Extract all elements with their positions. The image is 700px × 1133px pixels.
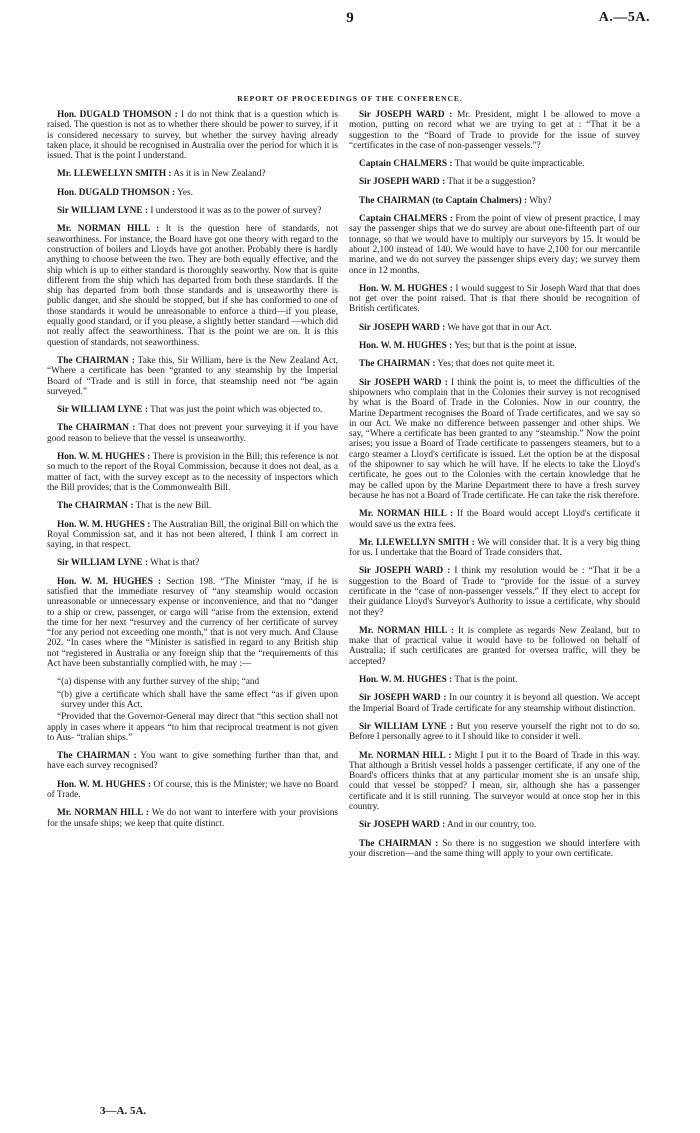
speech-paragraph: [349, 341, 640, 351]
speech-paragraph: [47, 751, 338, 772]
speech-text: If the Board would accept Lloyd's certificate it would save us the extra fees.: [349, 509, 640, 530]
speech-paragraph: [47, 520, 338, 551]
speech-text: It is the question here of standards, not seaworthiness. For instance, the Board have got one theory with regard to the construction of boilers and Lloyds have got another. Probably there is hardly anything to choose between the two. They are both equally effective, and the ship which is up to either standard is thoroughly seaworthy. Now that is quite different from the ship which has departed from both these standards. If the ship has departed from both those standards and is unseaworthy there is public danger, and she should be stopped, but if she has conformed to one of those standards it would be unreasonable to enforce a third—if you please, equally good standard, or if you please, a slightly better standard —which did not really affect the seaworthiness. That is the point we are on. It is this question of standards, not seaworthiness.: [47, 224, 338, 348]
speech-text: That would be quite impracticable.: [452, 159, 585, 170]
speaker-name: Hon. W. M. HUGHES :: [359, 341, 453, 352]
speech-text: We do not want to interfere with your provisions for the unsafe ships; we keep that quite distinct.: [47, 808, 338, 829]
speaker-name: Sir JOSEPH WARD :: [359, 566, 451, 577]
speaker-name: Captain CHALMERS :: [359, 214, 453, 225]
speech-text: I do not think that is a question which is raised. The question is not as to whether there should be power to survey, if it is considered necessary to survey, but whether the survey having already taken place, it should be recognised in Australia over the period for which it is issued. That is the point I understand.: [47, 110, 338, 162]
speaker-name: Hon. DUGALD THOMSON :: [57, 110, 178, 120]
speech-text: There is provision in the Bill; this reference is not so much to the report of the Royal Commission, because it does not deal, as a matter of fact, with the survey except as to the necessity of inspectors which the Bill provides; that is the Commonwealth Bill.: [47, 452, 339, 493]
speech-paragraph: [349, 626, 640, 667]
speech-paragraph: [47, 423, 338, 444]
speech-paragraph: [349, 214, 640, 276]
quoted-proviso: “Provided that the Governor-General may direct that “this section shall not apply in cases where it appears “to him that reciprocal treatment is not given to Aus- “tralian ships.”: [47, 712, 338, 743]
speech-paragraph: [47, 356, 338, 397]
speech-paragraph: [47, 577, 338, 670]
speaker-name: Captain CHALMERS :: [359, 159, 453, 170]
speech-text: I would suggest to Sir Joseph Ward that that does not get over the point raised. That is that there should be recognition of British certificates.: [349, 283, 641, 315]
speaker-name: Hon. W. M. HUGHES :: [359, 283, 453, 294]
speech-paragraph: [47, 501, 338, 511]
speech-text: Yes.: [175, 187, 193, 198]
speaker-name: Sir JOSEPH WARD :: [359, 693, 447, 704]
speech-text: Why?: [527, 195, 552, 206]
speech-text: That is the new Bill.: [133, 501, 212, 512]
speech-paragraph: [349, 566, 640, 617]
speaker-name: The CHAIRMAN :: [57, 501, 134, 512]
speech-text: I think the point is, to meet the difficulties of the shipowners who complain that in the Colonies their survey is not recognised by what is the Board of Trade in the Colonies. Now in our country, the Marine Department recognises the Board of Trade certificates, and we say so in our Act. We make no difference between passenger and other ships. We say, “Where a certificate has been granted to any “steamship.” Now the point arises; you issue a Board of Trade certificate to passengers steamers, but to a cargo steamer a Lloyd's certificate is issued. Let the option be at the disposal of the shipowner to say which he will have. If he elects to take the Lloyd's certificate, he goes out to the Colonies with the certain knowledge that he may be called upon by the Marine Department there to have a fresh survey because he has not a Board of Trade certificate. He can take the risk therefore.: [349, 377, 640, 501]
speech-paragraph: [47, 110, 338, 161]
speaker-name: The CHAIRMAN :: [57, 751, 137, 762]
speech-text: We have got that in our Act.: [445, 322, 552, 333]
speaker-name: Mr. NORMAN HILL :: [359, 509, 454, 520]
speaker-name: The CHAIRMAN (to Captain Chalmers) :: [359, 195, 528, 206]
speaker-name: Sir JOSEPH WARD :: [359, 377, 448, 388]
speech-text: And in our country, too.: [445, 820, 537, 831]
speech-paragraph: [47, 188, 338, 198]
speech-paragraph: [349, 820, 640, 830]
speaker-name: The CHAIRMAN :: [359, 359, 436, 370]
speech-paragraph: [47, 452, 338, 493]
speech-paragraph: [349, 751, 640, 813]
speech-text: Of course, this is the Minister; we have no Board of Trade.: [47, 779, 338, 801]
speaker-name: The CHAIRMAN :: [57, 423, 136, 434]
speaker-name: Sir JOSEPH WARD :: [359, 110, 453, 120]
right-column: [349, 110, 640, 867]
speaker-name: The CHAIRMAN :: [359, 838, 439, 849]
speaker-name: Sir JOSEPH WARD :: [359, 322, 446, 333]
speech-text: Yes; but that is the point at issue.: [452, 341, 577, 352]
speech-paragraph: [47, 808, 338, 829]
speaker-name: Sir WILLIAM LYNE :: [359, 721, 454, 732]
speech-text: It is complete as regards New Zealand, but to make that of practical value it would have to be followed on behalf of Australia; if such certificates are granted for oversea traffic, will they be accepted?: [349, 625, 641, 667]
speech-text: Section 198. “The Minister “may, if he is satisfied that the immediate resurvey of “any steamship would occasion unreasonable or unnecessary expense or inconvenience, and that no “danger to a ship or crew, passenger, or cargo will “arise from the extension, extend the time for her next “resurvey and the currency of her certificate of survey “for any period not exceeding one month,” that is not very much. And Clause 202. “In cases where the “Minister is satisfied in regard to any British ship not “registered in Australia or any foreign ship that the “requirements of this Act have been substantially complied with, he may :—: [47, 576, 339, 670]
page-number: 9: [346, 10, 354, 26]
speech-paragraph: [349, 196, 640, 206]
speaker-name: Hon. W. M. HUGHES :: [359, 675, 453, 686]
speaker-name: Sir WILLIAM LYNE :: [57, 558, 149, 569]
signature-mark: 3—A. 5A.: [100, 1105, 147, 1117]
speech-paragraph: [349, 538, 640, 559]
speech-text: From the point of view of present practice, I may say the passenger ships that we do survey are about one-fifteenth part of our tonnage, so that we would have to multiply our surveyors by 15. It would be about 2,100 instead of 140. We would have to have 2,100 for our mercantile marine, and we do not survey the passenger ships every day; we survey them once in 12 months.: [349, 214, 641, 276]
speech-paragraph: [47, 224, 338, 348]
speech-paragraph: [349, 284, 640, 315]
left-column: [47, 110, 338, 837]
speech-text: The Australian Bill, the original Bill on which the Royal Commission sat, and it has not been altered, I think I am correct in saying, in that respect.: [47, 519, 338, 551]
speech-text: That it be a suggestion?: [445, 177, 536, 188]
speech-paragraph: [47, 558, 338, 568]
speech-text: We will consider that. It is a very big thing for us. I undertake that the Board of Trade considers that.: [349, 537, 640, 559]
speaker-name: Sir JOSEPH WARD :: [359, 820, 446, 831]
speech-paragraph: [349, 693, 640, 714]
speech-paragraph: [349, 839, 640, 860]
speaker-name: Hon. W. M. HUGHES :: [57, 576, 162, 587]
speaker-name: Mr. NORMAN HILL :: [359, 625, 455, 636]
speech-paragraph: [47, 169, 338, 179]
speech-text: Take this, Sir William, here is the New Zealand Act, “Where a certificate has been “granted to any steamship by the Imperial Board of “Trade and is still in force, that steamship need not “be again surveyed.”: [47, 355, 338, 397]
speech-paragraph: [349, 359, 640, 369]
speech-paragraph: [47, 405, 338, 415]
speech-text: I understood it was as to the power of survey?: [148, 206, 322, 217]
speech-text: I think my resolution would be : “That it be a suggestion to the Board of Trade to “provide for the issue of a survey certificate in the “case of non-passenger vessels.” If they elect to accept for their guidance Lloyd's Surveyor's Authority to issue a certificate, why should not they?: [349, 566, 640, 618]
quoted-clause: “(b) give a certificate which shall have the same effect “as if given upon survey under this Act.: [57, 689, 338, 710]
speech-text: What is that?: [148, 558, 200, 569]
quoted-clause: “(a) dispense with any further survey of the ship; “and: [57, 677, 260, 688]
speech-text: So there is no suggestion we should interfere with your discretion—and the same thing will apply to your own certificate.: [349, 838, 640, 859]
speaker-name: Hon. W. M. HUGHES :: [57, 779, 151, 790]
speech-text: That is the point.: [452, 675, 518, 686]
speech-paragraph: [47, 206, 338, 216]
speaker-name: Mr. NORMAN HILL :: [359, 750, 452, 761]
speech-text: But you reserve yourself the right not to do so. Before I personally agree to it I should like to consider it well.: [349, 721, 640, 743]
speaker-name: Sir JOSEPH WARD :: [359, 177, 446, 188]
speech-paragraph: [349, 159, 640, 169]
speech-paragraph: [349, 378, 640, 502]
speaker-name: Hon. W. M. HUGHES :: [57, 519, 151, 530]
speech-text: In our country it is beyond all question. We accept the Imperial Board of Trade certificate for any steamship without distinction.: [349, 693, 640, 714]
speech-text: Mr. President, might I be allowed to move a motion, putting on record what we are trying to get at : “That it be a suggestion to the “Board of Trade to provide for the issue of survey “certificates in the case of non-passenger vessels.”?: [349, 110, 640, 151]
speaker-name: Mr. LLEWELLYN SMITH :: [359, 537, 475, 548]
speech-text: Yes; that does not quite meet it.: [435, 359, 555, 370]
speaker-name: Sir WILLIAM LYNE :: [57, 206, 149, 217]
speaker-name: Hon. DUGALD THOMSON :: [57, 187, 176, 198]
document-code: A.—5A.: [598, 10, 650, 25]
speaker-name: Mr. LLEWELLYN SMITH :: [57, 169, 172, 180]
speech-text: That does not prevent your surveying it if you have good reason to believe that the vessel is unseaworthy.: [47, 423, 338, 444]
speech-paragraph: [47, 780, 338, 801]
speaker-name: Mr. NORMAN HILL :: [57, 808, 149, 819]
speech-paragraph: [349, 323, 640, 333]
speaker-name: Sir WILLIAM LYNE :: [57, 405, 149, 416]
speech-text: As it is in New Zealand?: [171, 169, 266, 180]
speech-text: You want to give something further than that, and have each survey recognised?: [47, 751, 338, 772]
speech-paragraph: [349, 509, 640, 530]
speech-paragraph: [349, 110, 640, 151]
speech-paragraph: [349, 177, 640, 187]
speech-paragraph: [349, 722, 640, 743]
report-title: REPORT OF PROCEEDINGS OF THE CONFERENCE.: [237, 94, 463, 103]
speech-text: That was just the point which was objected to.: [148, 405, 323, 416]
speaker-name: The CHAIRMAN :: [57, 355, 135, 366]
speech-paragraph: [349, 675, 640, 685]
speech-text: Might I put it to the Board of Trade in this way. That although a British vessel holds a passenger certificate, if any one of the Board's officers thinks that at any particular moment she is an unsafe ship, could that vessel be stopped? I mean, sir, although she has a passenger certificate and it is still running. The surveyor would at once stop her in this country.: [349, 750, 641, 813]
speaker-name: Hon. W. M. HUGHES :: [57, 452, 151, 463]
speaker-name: Mr. NORMAN HILL :: [57, 224, 160, 235]
